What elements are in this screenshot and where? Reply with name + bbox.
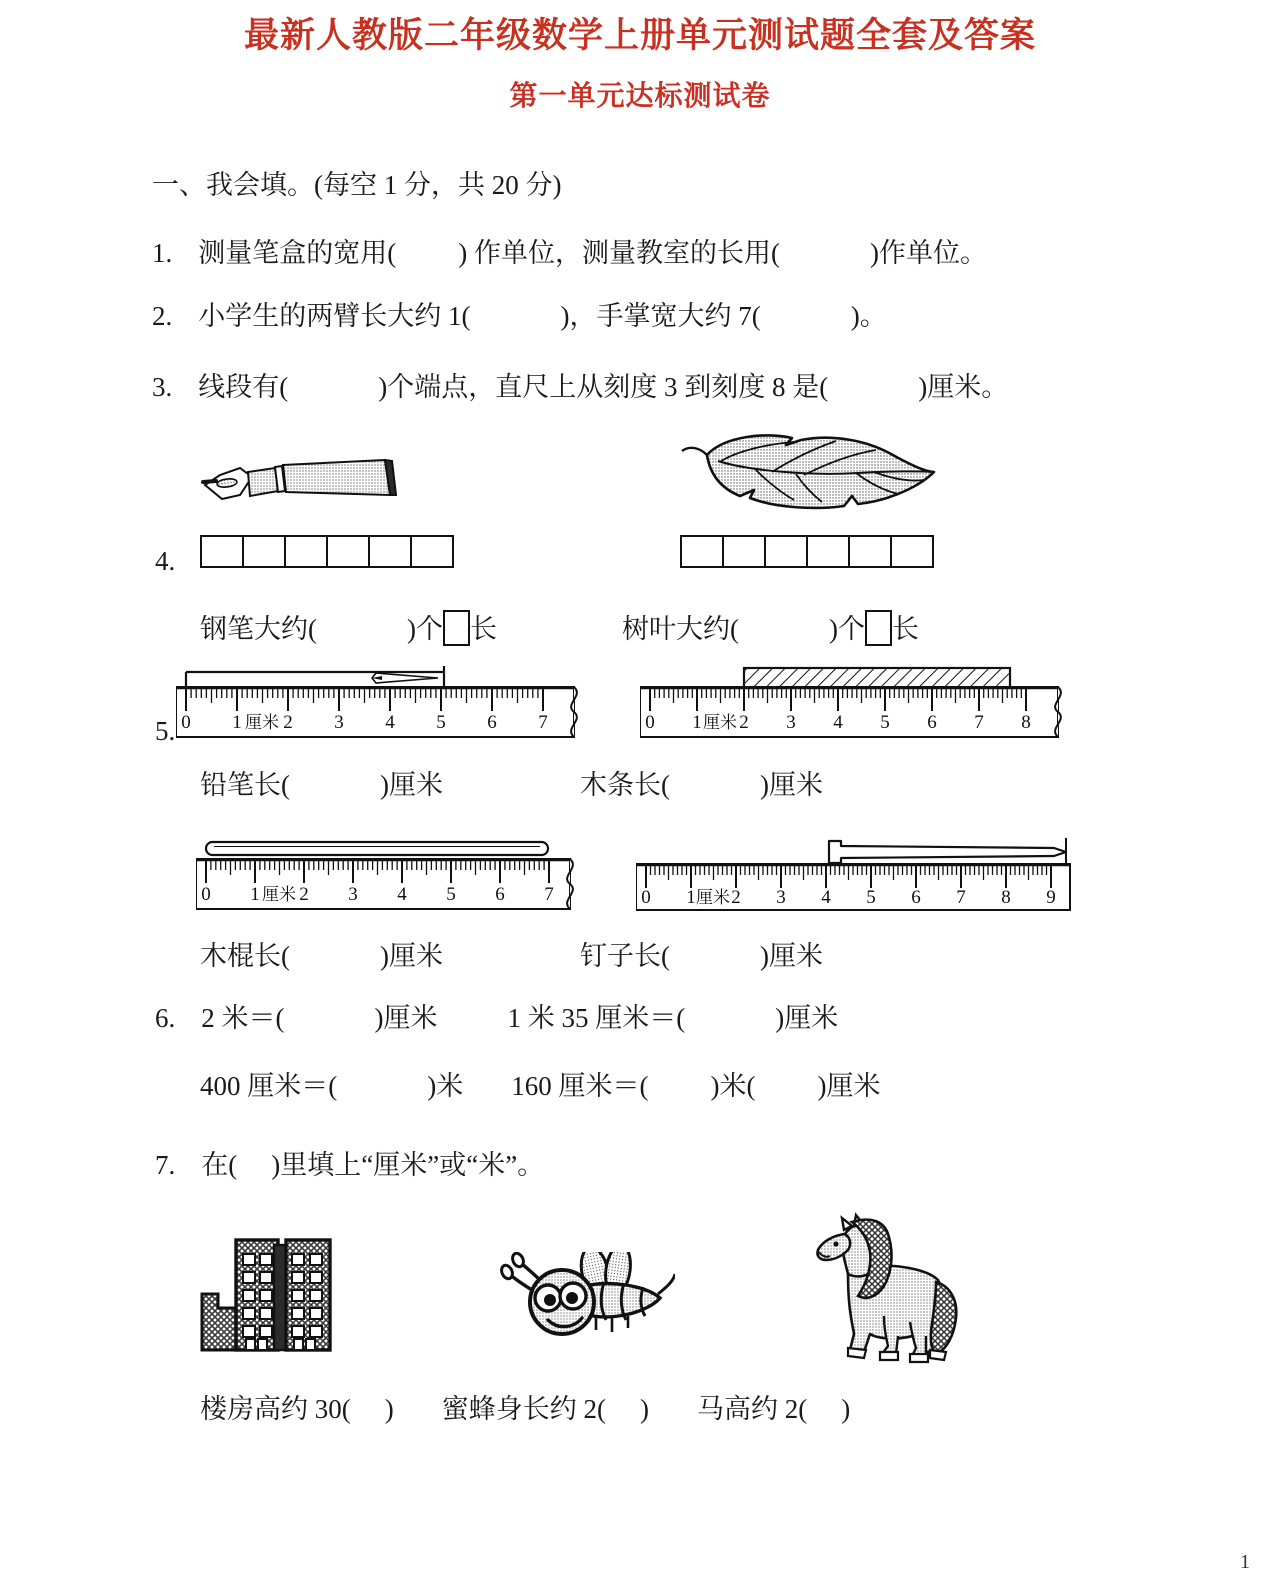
nail-ruler [636,832,1086,917]
question-1 [152,240,987,267]
q7-building-text-a: 楼房高约 30( [200,1394,351,1424]
svg-text:3: 3 [348,884,358,905]
q7-horse-text-a: 马高约 2( [697,1394,808,1424]
svg-text:5: 5 [436,712,446,733]
question-3-text-a: 线段有( [198,372,289,402]
question-4-left-text-c: 长 [470,614,497,644]
svg-text:5: 5 [446,884,456,905]
q7-building-text-b: ) [384,1394,394,1424]
q6-c: 1 米 35 厘米＝( [507,1003,686,1033]
leaf-box-4[interactable] [806,535,850,568]
pen-measure-boxes[interactable] [200,535,454,568]
svg-text:3: 3 [334,712,344,733]
svg-text:0: 0 [201,884,211,905]
svg-text:3: 3 [776,887,786,908]
svg-text:9: 9 [1046,887,1056,908]
svg-text:7: 7 [544,884,554,905]
question-6-line-1 [155,1005,838,1032]
q5-pencil-text-a: 铅笔长( [200,770,290,800]
question-4-right-label [622,610,919,646]
question-5-label-woodstrip [580,772,823,799]
question-4-left-label [200,610,497,646]
svg-text:8: 8 [1021,712,1031,733]
question-4-right-text-b: )个 [829,614,865,644]
pen-box-6[interactable] [410,535,454,568]
stick-ruler [196,832,596,917]
question-2 [152,303,887,330]
pen-box-4[interactable] [326,535,370,568]
leaf-box-3[interactable] [764,535,808,568]
svg-text:1: 1 [692,712,702,733]
svg-text:0: 0 [645,712,655,733]
q6-g: 160 厘米＝( [511,1071,649,1101]
question-4-right-text-a: 树叶大约( [622,614,739,644]
svg-text:厘米: 厘米 [696,888,730,907]
leaf-box-5[interactable] [848,535,892,568]
q5-stick-text-a: 木棍长( [200,941,290,971]
svg-text:7: 7 [974,712,984,733]
pencil-ruler [176,660,596,745]
fountain-pen-icon [200,455,430,530]
svg-text:4: 4 [397,884,407,905]
q6-a: 2 米＝( [201,1003,285,1033]
page-title: 最新人教版二年级数学上册单元测试题全套及答案 [243,16,1036,56]
svg-text:厘米: 厘米 [245,713,279,732]
question-5-label-nail [580,943,823,970]
question-1-text-c: )作单位。 [869,238,987,268]
question-5-number: 5. [155,716,176,746]
q7-prompt-a: 在( [201,1150,238,1180]
q6-e: 400 厘米＝( [200,1071,338,1101]
svg-text:6: 6 [487,712,497,733]
svg-text:2: 2 [283,712,293,733]
q5-stick-text-b: )厘米 [380,941,443,971]
question-5-label-pencil [200,772,443,799]
svg-text:3: 3 [786,712,796,733]
horse-icon [800,1212,965,1382]
q7-prompt-b: )里填上“厘米”或“米”。 [271,1150,545,1180]
question-7-number: 7. [155,1150,176,1180]
q7-horse-text-b: ) [841,1394,851,1424]
svg-text:6: 6 [495,884,505,905]
question-4-left-unit-box[interactable] [443,610,470,646]
pen-box-2[interactable] [242,535,286,568]
question-6-number: 6. [155,1003,176,1033]
question-1-text-a: 测量笔盒的宽用( [198,238,397,268]
svg-text:4: 4 [833,712,843,733]
svg-text:2: 2 [739,712,749,733]
building-icon [188,1212,358,1377]
svg-text:7: 7 [538,712,548,733]
svg-text:厘米: 厘米 [262,885,296,904]
svg-text:4: 4 [821,887,831,908]
svg-text:4: 4 [385,712,395,733]
question-4-left-text-a: 钢笔大约( [200,614,317,644]
q5-nail-text-a: 钉子长( [580,941,670,971]
question-3-text-b: )个端点，直尺上从刻度 3 到刻度 8 是( [378,372,829,402]
leaf-box-6[interactable] [890,535,934,568]
svg-text:7: 7 [956,887,966,908]
svg-text:6: 6 [911,887,921,908]
leaf-icon [676,428,946,533]
svg-text:1: 1 [232,712,242,733]
leaf-box-2[interactable] [722,535,766,568]
question-1-number: 1. [152,238,173,268]
q6-h: )米( [710,1071,756,1101]
question-2-text-c: )。 [850,301,887,331]
q7-bee-text-b: ) [640,1394,649,1424]
question-2-number: 2. [152,301,173,331]
question-3 [152,374,1008,401]
svg-text:8: 8 [1001,887,1011,908]
q6-f: )米 [427,1071,464,1101]
leaf-box-1[interactable] [680,535,724,568]
question-2-text-a: 小学生的两臂长大约 1( [198,301,471,331]
question-3-text-c: )厘米。 [918,372,1009,402]
question-6-line-2 [200,1073,880,1100]
leaf-measure-boxes[interactable] [680,535,934,568]
question-1-text-b: ) 作单位，测量教室的长用( [458,238,780,268]
page-number: 1 [1240,1551,1250,1573]
pen-box-5[interactable] [368,535,412,568]
woodstrip-ruler [640,660,1080,745]
question-5-label-stick [200,943,443,970]
svg-text:2: 2 [299,884,309,905]
question-7-prompt [155,1152,544,1179]
question-4-right-text-c: 长 [892,614,919,644]
question-4-number: 4. [155,546,176,576]
q6-b: )厘米 [374,1003,438,1033]
question-4-left-text-b: )个 [407,614,443,644]
q5-nail-text-b: )厘米 [760,941,823,971]
svg-text:2: 2 [731,887,741,908]
q5-woodstrip-text-b: )厘米 [760,770,823,800]
question-4-right-unit-box[interactable] [865,610,892,646]
svg-text:1: 1 [250,884,260,905]
pen-box-3[interactable] [284,535,328,568]
q6-i: )厘米 [817,1071,881,1101]
section-heading: 一、我会填。(每空 1 分，共 20 分) [152,170,562,200]
q5-woodstrip-text-a: 木条长( [580,770,670,800]
svg-text:厘米: 厘米 [703,713,737,732]
svg-text:6: 6 [927,712,937,733]
svg-text:1: 1 [686,887,696,908]
question-7-labels [200,1396,850,1423]
question-2-text-b: )，手掌宽大约 7( [560,301,761,331]
question-3-number: 3. [152,372,173,402]
svg-text:0: 0 [181,712,191,733]
page-subtitle: 第一单元达标测试卷 [509,79,771,112]
q5-pencil-text-b: )厘米 [380,770,443,800]
pen-box-1[interactable] [200,535,244,568]
bee-icon [500,1252,675,1377]
svg-text:0: 0 [641,887,651,908]
svg-text:5: 5 [866,887,876,908]
svg-text:5: 5 [880,712,890,733]
q6-d: )厘米 [775,1003,839,1033]
q7-bee-text-a: 蜜蜂身长约 2( [441,1394,606,1424]
